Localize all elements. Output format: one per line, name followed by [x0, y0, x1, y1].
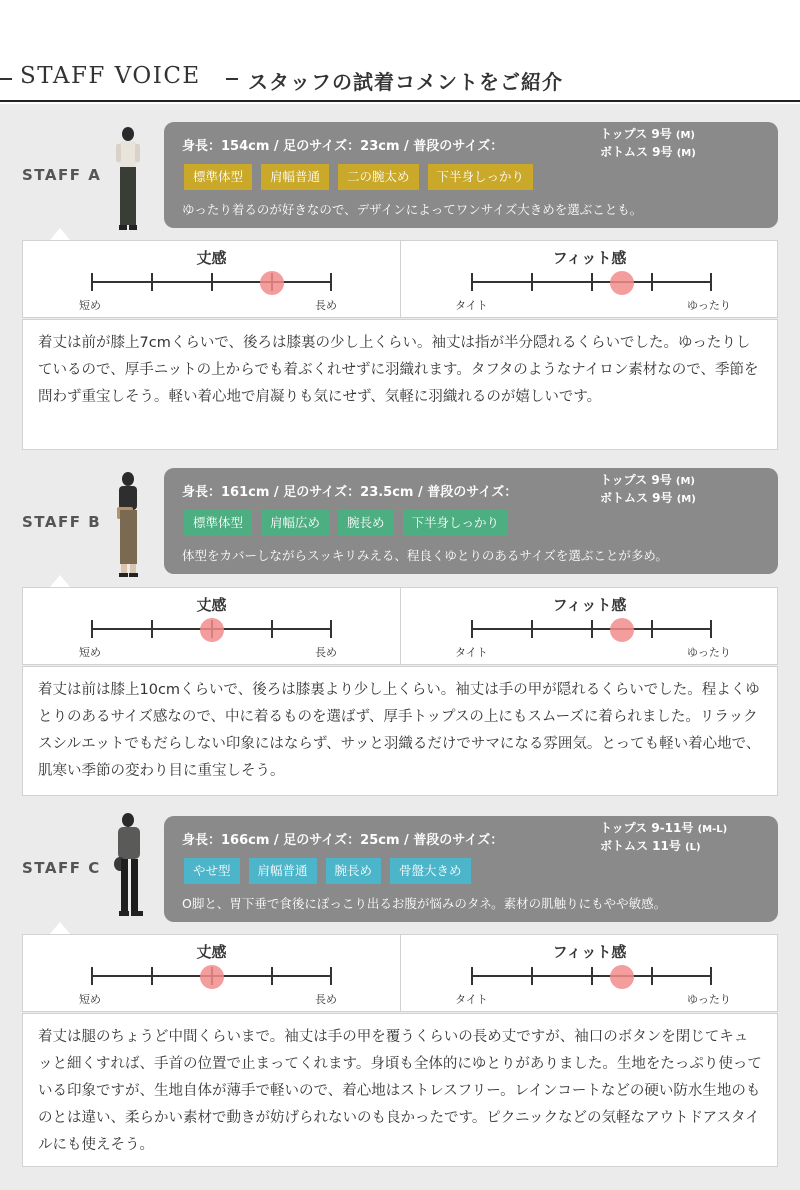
staff-photo: [108, 469, 152, 579]
staff-spec: 身長：166cm / 足のサイズ：25cm / 普段のサイズ：: [182, 833, 504, 848]
staff-photo: [106, 810, 156, 922]
body-type-tags: [184, 164, 533, 190]
tops-size-letter: (M): [675, 130, 695, 141]
fit-meter: [401, 935, 778, 1013]
staff-comment: 着丈は腿のちょうど中間くらいまで。袖丈は手の甲を覆うくらいの長め丈ですが、袖口のボタンを閉じてキュッと細くすれば、手首の位置で止まってくれます。身頃も全体的にゆとりがありました。生地をたっぷり使っている印象ですが、生地自体が薄手で軽いので、着心地はストレスフリー。レインコートなどの硬い防水生地のものとは違い、柔らかい素材で動きが妨げられないのも良かったです。ピクニックなどの気軽なアウトドアスタイルにも使えそう。: [22, 1013, 778, 1167]
meter-tick: [151, 967, 153, 985]
header-dash-mid: [226, 78, 238, 80]
body-type-tag: 下半身しっかり: [428, 164, 534, 190]
meter-indicator: [200, 965, 224, 989]
fit-meters: [22, 240, 778, 318]
meter-high-label: 長め: [315, 299, 337, 312]
body-type-tag: 二の腕太め: [338, 164, 419, 190]
staff-spec: 身長：154cm / 足のサイズ：23cm / 普段のサイズ：: [182, 139, 504, 154]
page-header: [0, 60, 800, 102]
tops-size: トップス 9号: [600, 127, 672, 141]
bubble-pointer: [50, 228, 70, 240]
header-dash-left: [0, 78, 12, 80]
length-meter: [23, 935, 400, 1013]
meter-tick: [531, 967, 533, 985]
staff-description: 体型をカバーしながらスッキリみえる、程良くゆとりのあるサイズを選ぶことが多め。: [182, 548, 668, 563]
header-title-en: STAFF VOICE: [20, 63, 201, 89]
fit-meter: [401, 588, 778, 666]
meter-low-label: タイト: [455, 299, 488, 312]
body-type-tags: [184, 858, 471, 884]
body-type-tag: 下半身しっかり: [403, 510, 509, 536]
meter-high-label: ゆったり: [687, 646, 731, 659]
meter-tick: [151, 273, 153, 291]
meter-tick: [591, 273, 593, 291]
staff-comment: 着丈は前が膝上7cmくらいで、後ろは膝裏の少し上くらい。袖丈は指が半分隠れるくらいでした。ゆったりしているので、厚手ニットの上からでも着ぶくれせずに羽織れます。タフタのようなナイロン素材なので、季節を問わず重宝しそう。軽い着心地で肩凝りも気にせず、気軽に羽織れるのが嬉しいです。: [22, 319, 778, 450]
staff-description: ゆったり着るのが好きなので、デザインによってワンサイズ大きめを選ぶことも。: [182, 202, 643, 217]
meter-tick: [91, 620, 93, 638]
body-type-tags: [184, 510, 508, 536]
bottoms-size: ボトムス 9号: [600, 491, 673, 505]
staff-profile-bubble: [164, 122, 778, 228]
fit-meters: [22, 587, 778, 665]
meter-high-label: ゆったり: [687, 993, 731, 1006]
staff-spec: 身長：161cm / 足のサイズ：23.5cm / 普段のサイズ：: [182, 485, 518, 500]
meter-low-label: 短め: [79, 646, 101, 659]
length-meter: [23, 588, 400, 666]
staff-photo: [108, 124, 148, 234]
meter-tick: [651, 967, 653, 985]
bottoms-size: ボトムス 9号: [600, 145, 673, 159]
body-type-tag: やせ型: [184, 858, 240, 884]
meter-indicator: [260, 271, 284, 295]
meter-tick: [710, 620, 712, 638]
body-type-tag: 標準体型: [184, 510, 252, 536]
meter-tick: [91, 967, 93, 985]
meter-tick: [651, 273, 653, 291]
meter-indicator: [610, 618, 634, 642]
meter-tick: [271, 967, 273, 985]
staff-label: STAFF B: [22, 513, 102, 531]
meter-indicator: [200, 618, 224, 642]
bubble-pointer: [50, 922, 70, 934]
header-title-ja: スタッフの試着コメントをご紹介: [248, 70, 563, 94]
body-type-tag: 肩幅広め: [261, 510, 329, 536]
meter-low-label: タイト: [455, 993, 488, 1006]
meter-title: 丈感: [196, 943, 227, 961]
meter-high-label: ゆったり: [687, 299, 731, 312]
meter-tick: [591, 620, 593, 638]
meter-tick: [710, 967, 712, 985]
meter-tick: [710, 273, 712, 291]
meter-tick: [91, 273, 93, 291]
fit-meter: [401, 241, 778, 319]
staff-comment: 着丈は前は膝上10cmくらいで、後ろは膝裏より少し上くらい。袖丈は手の甲が隠れるくらいでした。程よくゆとりのあるサイズ感なので、中に着るものを選ばず、厚手トップスの上にもスムーズに着られました。リラックスシルエットでもだらしない印象にはならず、サッと羽織るだけでサマになる雰囲気。とっても軽い着心地で、肌寒い季節の変わり目に重宝しそう。: [22, 666, 778, 796]
meter-tick: [151, 620, 153, 638]
bubble-pointer: [50, 575, 70, 587]
meter-tick: [471, 967, 473, 985]
body-type-tag: 肩幅普通: [261, 164, 329, 190]
meter-tick: [211, 273, 213, 291]
staff-usual-size: [600, 820, 727, 856]
body-type-tag: 腕長め: [338, 510, 394, 536]
meter-indicator: [610, 271, 634, 295]
meter-tick: [651, 620, 653, 638]
meter-high-label: 長め: [315, 993, 337, 1006]
meter-tick: [531, 620, 533, 638]
staff-label: STAFF A: [22, 166, 102, 184]
meter-low-label: 短め: [79, 993, 101, 1006]
meter-low-label: 短め: [79, 299, 101, 312]
tops-size: トップス 9号: [600, 473, 672, 487]
body-type-tag: 標準体型: [184, 164, 252, 190]
bottoms-size: ボトムス 11号: [600, 839, 681, 853]
meter-tick: [471, 273, 473, 291]
meter-tick: [330, 620, 332, 638]
header-rule: [0, 100, 800, 102]
tops-size-letter: (M-L): [697, 824, 728, 835]
bottoms-size-letter: (L): [685, 842, 701, 853]
staff-usual-size: [600, 472, 696, 508]
meter-title: フィット感: [552, 943, 627, 961]
meter-low-label: タイト: [455, 646, 488, 659]
staff-profile-bubble: [164, 816, 778, 922]
tops-size: トップス 9-11号: [600, 821, 694, 835]
meter-high-label: 長め: [315, 646, 337, 659]
meter-tick: [531, 273, 533, 291]
bottoms-size-letter: (M): [676, 148, 696, 159]
length-meter: [23, 241, 400, 319]
tops-size-letter: (M): [675, 476, 695, 487]
staff-description: O脚と、胃下垂で食後にぽっこり出るお腹が悩みのタネ。素材の肌触りにもやや敏感。: [182, 896, 667, 911]
meter-tick: [330, 967, 332, 985]
meter-title: 丈感: [196, 249, 227, 267]
staff-usual-size: [600, 126, 696, 162]
staff-profile-bubble: [164, 468, 778, 574]
meter-tick: [591, 967, 593, 985]
meter-title: 丈感: [196, 596, 227, 614]
meter-tick: [471, 620, 473, 638]
bottoms-size-letter: (M): [676, 494, 696, 505]
body-type-tag: 肩幅普通: [249, 858, 317, 884]
fit-meters: [22, 934, 778, 1012]
meter-tick: [271, 620, 273, 638]
staff-label: STAFF C: [22, 859, 101, 877]
body-type-tag: 骨盤大きめ: [390, 858, 471, 884]
meter-indicator: [610, 965, 634, 989]
meter-title: フィット感: [552, 249, 627, 267]
meter-tick: [330, 273, 332, 291]
body-type-tag: 腕長め: [326, 858, 382, 884]
meter-title: フィット感: [552, 596, 627, 614]
